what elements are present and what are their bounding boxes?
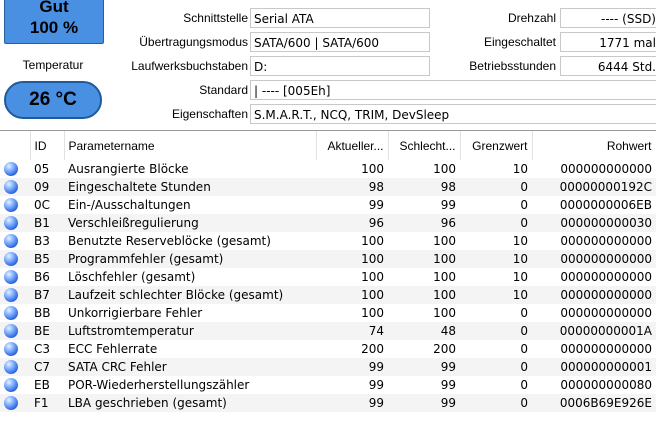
attribute-current: 200 xyxy=(361,342,384,356)
attribute-threshold: 10 xyxy=(512,270,528,284)
status-dot-icon xyxy=(4,360,18,374)
attribute-current: 74 xyxy=(316,322,388,340)
status-cell xyxy=(0,232,30,250)
attribute-name: SATA CRC Fehler xyxy=(64,358,316,376)
rotation-label: Drehzahl xyxy=(507,11,556,25)
attribute-raw-value: 000000000000 xyxy=(560,342,652,356)
transfer-mode-value: SATA/600 | SATA/600 xyxy=(250,32,430,52)
attribute-current: 100 xyxy=(316,250,388,268)
attribute-id: 05 xyxy=(34,162,50,176)
attribute-worst: 99 xyxy=(388,358,460,376)
temperature-label: Temperatur xyxy=(22,58,84,72)
id-column-header[interactable]: ID xyxy=(30,131,64,160)
transfer-mode-label: Übertragungsmodus xyxy=(139,35,248,49)
status-dot-icon xyxy=(4,234,18,248)
status-cell xyxy=(0,160,30,178)
table-row[interactable] xyxy=(0,268,656,286)
attribute-id: F1 xyxy=(30,394,64,412)
current-column-header[interactable]: Aktueller... xyxy=(316,131,388,160)
status-dot-icon xyxy=(4,306,18,320)
attribute-name: Ein-/Ausschaltungen xyxy=(68,198,191,212)
status-dot-icon xyxy=(4,162,18,176)
table-row[interactable] xyxy=(0,214,656,232)
attribute-name: Ausrangierte Blöcke xyxy=(68,162,189,176)
attribute-current: 100 xyxy=(361,162,384,176)
table-header-row xyxy=(0,131,656,160)
interface-label: Schnittstelle xyxy=(183,11,248,25)
attribute-current: 99 xyxy=(316,358,388,376)
attribute-worst: 100 xyxy=(388,250,460,268)
attribute-raw-value: 000000000000 xyxy=(560,162,652,176)
status-cell xyxy=(0,286,30,304)
attribute-name: LBA geschrieben (gesamt) xyxy=(64,394,316,412)
health-status-badge xyxy=(4,0,104,44)
table-row[interactable] xyxy=(0,304,656,322)
attribute-id: EB xyxy=(34,378,50,392)
attribute-name: Löschfehler (gesamt) xyxy=(68,270,196,284)
attribute-worst: 98 xyxy=(388,178,460,196)
status-cell xyxy=(0,268,30,286)
attribute-raw-value: 000000000000 xyxy=(560,270,652,284)
attribute-threshold: 10 xyxy=(460,250,532,268)
power-on-count-label: Eingeschaltet xyxy=(483,35,556,49)
status-dot-icon xyxy=(4,198,18,212)
attribute-threshold: 0 xyxy=(460,358,532,376)
attribute-current: 99 xyxy=(316,394,388,412)
attribute-threshold: 10 xyxy=(512,234,528,248)
standard-value: | ---- [005Eh] xyxy=(250,80,656,100)
attribute-raw-value: 000000000000 xyxy=(560,234,652,248)
attribute-id: C3 xyxy=(34,342,51,356)
attribute-threshold: 0 xyxy=(460,394,532,412)
attribute-threshold: 0 xyxy=(520,378,528,392)
table-row[interactable] xyxy=(0,178,656,196)
attribute-threshold: 10 xyxy=(512,162,528,176)
status-cell xyxy=(0,358,30,376)
attribute-raw-value: 0006B69E926E xyxy=(532,394,656,412)
status-cell xyxy=(0,214,30,232)
drive-letters-label: Laufwerksbuchstaben xyxy=(131,59,248,73)
worst-column-header[interactable]: Schlecht... xyxy=(388,131,460,160)
status-column-header[interactable] xyxy=(0,131,30,160)
attribute-id: B7 xyxy=(30,286,64,304)
raw-column-header[interactable]: Rohwert xyxy=(532,131,656,160)
name-column-header[interactable]: Parametername xyxy=(64,131,316,160)
attribute-current: 100 xyxy=(361,234,384,248)
status-cell xyxy=(0,394,30,412)
attribute-worst: 100 xyxy=(388,286,460,304)
attribute-name: Benutzte Reserveblöcke (gesamt) xyxy=(68,234,271,248)
table-row[interactable] xyxy=(0,340,656,358)
status-dot-icon xyxy=(4,396,18,410)
attribute-name: ECC Fehlerrate xyxy=(68,342,158,356)
attribute-name: POR-Wiederherstellungszähler xyxy=(68,378,250,392)
temperature-badge: 26 °C xyxy=(4,81,102,119)
health-percent: 100 % xyxy=(29,18,79,37)
attribute-raw-value: 000000000000 xyxy=(532,286,656,304)
attribute-id: 09 xyxy=(30,178,64,196)
status-dot-icon xyxy=(4,288,18,302)
attribute-current: 100 xyxy=(316,286,388,304)
power-on-count-value: 1771 mal xyxy=(560,32,656,52)
attribute-threshold: 0 xyxy=(520,198,528,212)
attribute-id: B6 xyxy=(34,270,50,284)
attribute-id: 0C xyxy=(34,198,51,212)
attribute-worst: 100 xyxy=(433,234,456,248)
attribute-id: B1 xyxy=(30,214,64,232)
attribute-threshold: 10 xyxy=(460,286,532,304)
status-dot-icon xyxy=(4,180,18,194)
standard-label: Standard xyxy=(199,83,248,97)
attribute-raw-value: 000000000001 xyxy=(532,358,656,376)
attribute-name: Laufzeit schlechter Blöcke (gesamt) xyxy=(64,286,316,304)
features-value: S.M.A.R.T., NCQ, TRIM, DevSleep xyxy=(250,104,656,124)
attribute-raw-value: 000000000000 xyxy=(560,306,652,320)
attribute-current: 99 xyxy=(368,198,384,212)
attribute-current: 98 xyxy=(316,178,388,196)
attribute-threshold: 0 xyxy=(460,214,532,232)
status-cell xyxy=(0,196,30,214)
power-on-hours-value: 6444 Std. xyxy=(560,56,656,76)
attribute-worst: 100 xyxy=(433,162,456,176)
table-row[interactable] xyxy=(0,358,656,376)
table-row[interactable] xyxy=(0,232,656,250)
attribute-current: 100 xyxy=(361,270,384,284)
status-cell xyxy=(0,250,30,268)
table-row[interactable] xyxy=(0,322,656,340)
attribute-id: BB xyxy=(34,306,51,320)
attribute-id: BE xyxy=(30,322,64,340)
attribute-id: B3 xyxy=(34,234,50,248)
attribute-worst: 96 xyxy=(388,214,460,232)
health-status-text: Gut xyxy=(39,0,69,16)
attribute-name: Verschleißregulierung xyxy=(64,214,316,232)
attribute-raw-value: 000000000030 xyxy=(532,214,656,232)
table-row[interactable] xyxy=(0,376,656,394)
attribute-worst: 100 xyxy=(433,270,456,284)
attribute-threshold: 0 xyxy=(520,342,528,356)
table-row[interactable] xyxy=(0,394,656,412)
status-cell xyxy=(0,340,30,358)
status-cell xyxy=(0,304,30,322)
attribute-worst: 48 xyxy=(388,322,460,340)
attribute-raw-value: 000000000000 xyxy=(532,250,656,268)
attribute-raw-value: 000000000080 xyxy=(560,378,652,392)
attribute-worst: 200 xyxy=(433,342,456,356)
attribute-threshold: 0 xyxy=(460,178,532,196)
attribute-id: B5 xyxy=(30,250,64,268)
attribute-worst: 100 xyxy=(433,306,456,320)
status-cell xyxy=(0,322,30,340)
status-dot-icon xyxy=(4,270,18,284)
status-dot-icon xyxy=(4,342,18,356)
attribute-worst: 99 xyxy=(440,198,456,212)
status-dot-icon xyxy=(4,216,18,230)
attribute-current: 96 xyxy=(316,214,388,232)
drive-letters-value: D: xyxy=(250,56,430,76)
attribute-worst: 99 xyxy=(388,394,460,412)
attribute-raw-value: 00000000001A xyxy=(532,322,656,340)
interface-value: Serial ATA xyxy=(250,8,430,28)
status-dot-icon xyxy=(4,324,18,338)
attribute-current: 100 xyxy=(361,306,384,320)
attribute-name: Unkorrigierbare Fehler xyxy=(68,306,203,320)
attribute-raw-value: 0000000006EB xyxy=(559,198,652,212)
table-row[interactable] xyxy=(0,250,656,268)
status-cell xyxy=(0,178,30,196)
table-row[interactable] xyxy=(0,196,656,214)
attribute-current: 99 xyxy=(368,378,384,392)
attribute-threshold: 0 xyxy=(460,322,532,340)
attribute-threshold: 0 xyxy=(520,306,528,320)
attribute-name: Luftstromtemperatur xyxy=(64,322,316,340)
smart-attributes-table[interactable] xyxy=(0,130,656,432)
attribute-raw-value: 00000000192C xyxy=(532,178,656,196)
table-row[interactable] xyxy=(0,286,656,304)
table-row[interactable] xyxy=(0,160,656,178)
rotation-value: ---- (SSD) xyxy=(560,8,656,28)
attribute-name: Programmfehler (gesamt) xyxy=(64,250,316,268)
threshold-column-header[interactable]: Grenzwert xyxy=(460,131,532,160)
status-dot-icon xyxy=(4,378,18,392)
status-dot-icon xyxy=(4,252,18,266)
attribute-worst: 99 xyxy=(440,378,456,392)
status-cell xyxy=(0,376,30,394)
power-on-hours-label: Betriebsstunden xyxy=(469,59,556,73)
attribute-id: C7 xyxy=(30,358,64,376)
features-label: Eigenschaften xyxy=(171,107,248,121)
attribute-name: Eingeschaltete Stunden xyxy=(64,178,316,196)
